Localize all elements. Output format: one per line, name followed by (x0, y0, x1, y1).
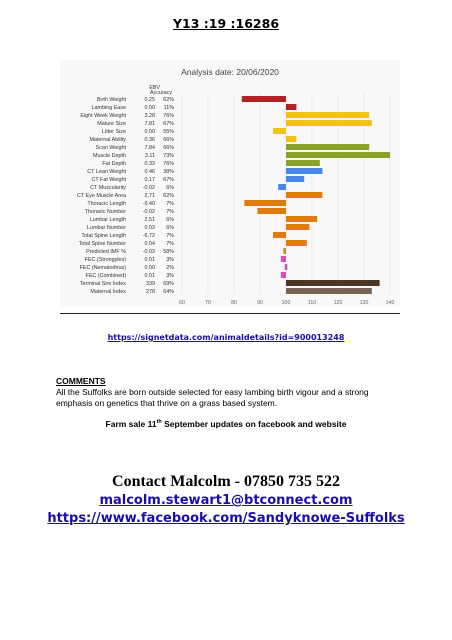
accuracy-value: 58% (163, 249, 174, 255)
ebv-value: 278 (146, 289, 155, 295)
x-tick-label: 140 (385, 300, 395, 306)
ebv-value: 0.00 (144, 265, 155, 271)
ebv-value: 0.00 (144, 105, 155, 111)
accuracy-value: 67% (163, 121, 174, 127)
trait-label: CT Lean Weight (87, 169, 126, 175)
ebv-value: 0.17 (144, 177, 155, 183)
trait-label: FEC (Strongyles) (84, 257, 126, 263)
trait-label: Thoracic Number (84, 209, 126, 215)
trait-bar (257, 208, 286, 214)
trait-bar (286, 104, 296, 110)
ebv-value: 0.04 (144, 241, 155, 247)
x-tick-label: 60 (179, 300, 185, 306)
trait-label: CT Eye Muscle Area (76, 193, 126, 199)
accuracy-value: 7% (166, 233, 174, 239)
facebook-link[interactable]: https://www.facebook.com/Sandyknowe-Suffolks (47, 511, 405, 526)
trait-label: Lumbar Length (89, 217, 126, 223)
ebv-value: -0.02 (142, 209, 155, 215)
trait-bar (286, 288, 372, 294)
ebv-value: 0.01 (144, 273, 155, 279)
accuracy-value: 3% (166, 273, 174, 279)
trait-label: Lambing Ease (91, 105, 126, 111)
header-ebv: EBV (149, 85, 160, 91)
accuracy-value: 38% (163, 169, 174, 175)
email-link[interactable]: malcolm.stewart1@btconnect.com (99, 493, 353, 508)
accuracy-value: 62% (163, 193, 174, 199)
accuracy-value: 76% (163, 161, 174, 167)
trait-bar (244, 200, 286, 206)
trait-label: Mature Size (97, 121, 126, 127)
trait-bar (242, 96, 286, 102)
trait-bar (273, 128, 286, 134)
x-tick-label: 120 (333, 300, 343, 306)
x-tick-label: 100 (281, 300, 291, 306)
accuracy-value: 66% (163, 137, 174, 143)
trait-bar (286, 152, 390, 158)
trait-label: Total Spine Number (78, 241, 126, 247)
trait-label: CT Fat Weight (91, 177, 126, 183)
ebv-chart (60, 60, 400, 306)
trait-bar (273, 232, 286, 238)
ebv-value: -6.72 (142, 233, 155, 239)
ebv-value: 0.46 (144, 169, 155, 175)
trait-label: FEC (Combined) (85, 273, 126, 279)
farm-sale-notice (0, 419, 452, 429)
ebv-value: 0.03 (144, 225, 155, 231)
ebv-value: 2.71 (144, 193, 155, 199)
trait-label: Thoracic Length (87, 201, 126, 207)
ebv-value: -0.03 (142, 249, 155, 255)
ebv-value: 2.51 (144, 217, 155, 223)
trait-bar (286, 280, 380, 286)
page-title: Y13 :19 :16286 (172, 16, 280, 31)
trait-label: Fat Depth (102, 161, 126, 167)
header-accuracy: Accuracy (149, 90, 173, 96)
accuracy-value: 6% (166, 217, 174, 223)
accuracy-value: 7% (166, 209, 174, 215)
accuracy-value: 73% (163, 153, 174, 159)
trait-label: Scan Weight (95, 145, 126, 151)
trait-bar (286, 216, 317, 222)
trait-bar (286, 176, 304, 182)
comments-heading: COMMENTS (56, 376, 106, 386)
accuracy-value: 55% (163, 129, 174, 135)
ebv-value: -9.40 (142, 201, 155, 207)
trait-bar (286, 168, 322, 174)
trait-label: FEC (Nematodirus) (79, 265, 126, 271)
trait-bar (281, 256, 286, 262)
ebv-value: 0.01 (144, 257, 155, 263)
accuracy-value: 2% (166, 265, 174, 271)
accuracy-value: 3% (166, 257, 174, 263)
trait-bar (286, 136, 296, 142)
accuracy-value: 69% (163, 281, 174, 287)
ebv-value: 0.33 (144, 161, 155, 167)
accuracy-value: 7% (166, 241, 174, 247)
ebv-value: 7.84 (144, 145, 155, 151)
accuracy-value: 6% (166, 185, 174, 191)
trait-bar (278, 184, 286, 190)
trait-label: Terminal Sire Index (79, 281, 126, 287)
accuracy-value: 11% (163, 105, 174, 111)
trait-label: Muscle Depth (93, 153, 126, 159)
trait-label: Maternal Ability (89, 137, 126, 143)
accuracy-value: 62% (163, 97, 174, 103)
accuracy-value: 64% (163, 289, 174, 295)
chart-title: Analysis date: 20/06/2020 (181, 67, 279, 77)
trait-label: Litter Size (102, 129, 126, 135)
trait-bar (286, 144, 369, 150)
divider (60, 313, 400, 314)
x-tick-label: 70 (205, 300, 211, 306)
trait-bar (283, 248, 286, 254)
trait-label: CT Muscularity (90, 185, 126, 191)
ebv-value: 339 (146, 281, 155, 287)
trait-bar (286, 120, 372, 126)
accuracy-value: 67% (163, 177, 174, 183)
farm-sale-prefix: Farm sale 11 (105, 419, 157, 429)
accuracy-value: 76% (163, 113, 174, 119)
trait-label: Maternal Index (90, 289, 126, 295)
trait-bar (286, 224, 309, 230)
trait-bar (285, 264, 288, 270)
accuracy-value: 66% (163, 145, 174, 151)
x-tick-label: 130 (359, 300, 369, 306)
farm-sale-ordinal: th (156, 419, 162, 426)
accuracy-value: 7% (166, 201, 174, 207)
trait-bar (286, 192, 322, 198)
ebv-value: -0.02 (142, 185, 155, 191)
ebv-value: 7.81 (144, 121, 155, 127)
ebv-value: 0.25 (144, 97, 155, 103)
x-tick-label: 90 (257, 300, 263, 306)
trait-label: Predicted IMF % (86, 249, 126, 255)
trait-bar (286, 240, 307, 246)
x-tick-label: 80 (231, 300, 237, 306)
ebv-value: 0.36 (144, 137, 155, 143)
accuracy-value: 6% (166, 225, 174, 231)
x-tick-label: 110 (307, 300, 317, 306)
ebv-value: 0.00 (144, 129, 155, 135)
signet-data-link[interactable]: https://signetdata.com/animaldetails?id=900013248 (107, 333, 345, 342)
trait-bar (286, 160, 320, 166)
trait-label: Eight Week Weight (80, 113, 126, 119)
ebv-value: 3.11 (144, 153, 155, 159)
farm-sale-suffix: September updates on facebook and website (161, 419, 347, 429)
contact-phone: Contact Malcolm - 07850 735 522 (112, 473, 340, 490)
trait-bar (286, 112, 369, 118)
ebv-value: 3.28 (144, 113, 155, 119)
trait-label: Total Spine Length (81, 233, 126, 239)
trait-label: Lumbar Number (87, 225, 126, 231)
comments-text: All the Suffolks are born outside selected for easy lambing birth vigour and a strong emphasis on genetics that thrive on a grass based system. (56, 387, 369, 408)
trait-label: Birth Weight (96, 97, 126, 103)
trait-bar (281, 272, 286, 278)
ebv-chart-svg (60, 60, 400, 306)
